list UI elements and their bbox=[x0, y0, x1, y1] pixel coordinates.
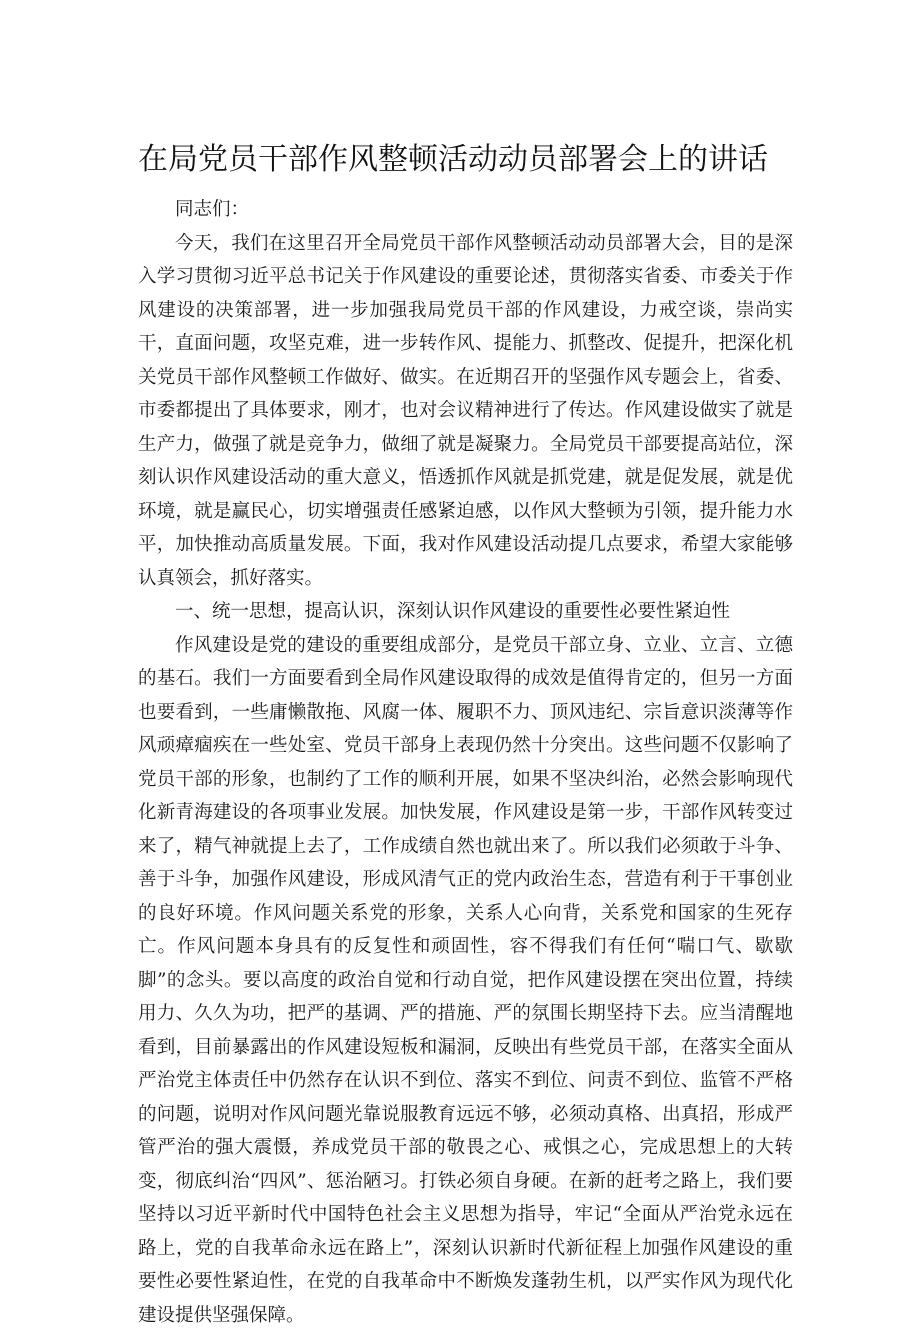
section-heading-1: 一、统一思想，提高认识，深刻认识作风建设的重要性必要性紧迫性 bbox=[138, 595, 793, 629]
section-1-paragraph: 作风建设是党的建设的重要组成部分，是党员干部立身、立业、立言、立德的基石。我们一方面要看到全局作风建设取得的成效是值得肯定的，但另一方面也要看到，一些庸懒散拖、风腐一体、履职不力、顶风违纪、宗旨意识淡薄等作风顽瘴痼疾在一些处室、党员干部身上表现仍然十分突出。这些问题不仅影响了党员干部的形象，也制约了工作的顺利开展，如果不坚决纠治，必然会影响现代化新青海建设的各项事业发展。加快发展，作风建设是第一步，干部作风转变过来了，精气神就提上去了，工作成绩自然也就出来了。所以我们必须敢于斗争、善于斗争，加强作风建设，形成风清气正的党内政治生态，营造有利于干事创业的良好环境。作风问题关系党的形象，关系人心向背，关系党和国家的生死存亡。作风问题本身具有的反复性和顽固性，容不得我们有任何“喘口气、歇歇脚”的念头。要以高度的政治自觉和行动自觉，把作风建设摆在突出位置，持续用力、久久为功，把严的基调、严的措施、严的氛围长期坚持下去。应当清醒地看到，目前暴露出的作风建设短板和漏洞，反映出有些党员干部，在落实全面从严治党主体责任中仍然存在认识不到位、落实不到位、问责不到位、监管不严格的问题，说明对作风问题光靠说服教育远远不够，必须动真格、出真招，形成严管严治的强大震慑，养成党员干部的敬畏之心、戒惧之心，完成思想上的大转变，彻底纠治“四风”、惩治陋习。打铁必须自身硬。在新的赶考之路上，我们要坚持以习近平新时代中国特色社会主义思想为指导，牢记“全面从严治党永远在路上，党的自我革命永远在路上”，深刻认识新时代新征程上加强作风建设的重要性必要性紧迫性，在党的自我革命中不断焕发蓬勃生机，以严实作风为现代化建设提供坚强保障。 bbox=[138, 629, 793, 1332]
document-body bbox=[138, 193, 793, 1332]
salutation-paragraph: 同志们： bbox=[138, 193, 793, 227]
opening-paragraph: 今天，我们在这里召开全局党员干部作风整顿活动动员部署大会，目的是深入学习贯彻习近平总书记关于作风建设的重要论述，贯彻落实省委、市委关于作风建设的决策部署，进一步加强我局党员干部的作风建设，力戒空谈，崇尚实干，直面问题，攻坚克难，进一步转作风、提能力、抓整改、促提升，把深化机关党员干部作风整顿工作做好、做实。在近期召开的坚强作风专题会上，省委、市委都提出了具体要求，刚才，也对会议精神进行了传达。作风建设做实了就是生产力，做强了就是竞争力，做细了就是凝聚力。全局党员干部要提高站位，深刻认识作风建设活动的重大意义，悟透抓作风就是抓党建，就是促发展，就是优环境，就是赢民心，切实增强责任感紧迫感，以作风大整顿为引领，提升能力水平，加快推动高质量发展。下面，我对作风建设活动提几点要求，希望大家能够认真领会，抓好落实。 bbox=[138, 227, 793, 596]
document-title: 在局党员干部作风整顿活动动员部署会上的讲话 bbox=[138, 140, 838, 180]
